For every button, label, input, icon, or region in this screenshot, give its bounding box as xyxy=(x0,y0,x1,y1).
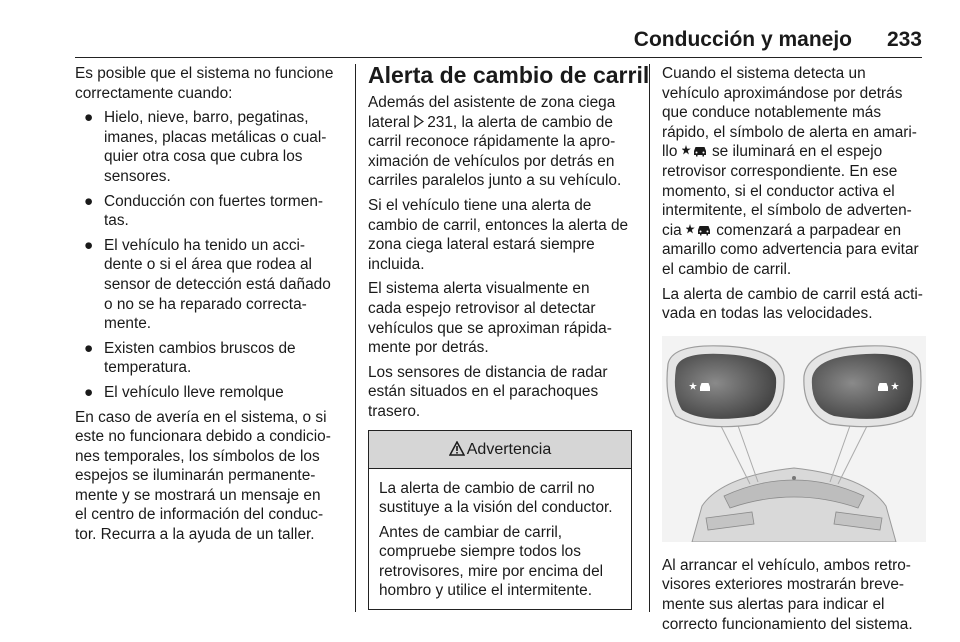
warning-header xyxy=(369,431,631,469)
column-3 xyxy=(662,64,926,639)
bullet-dot: ● xyxy=(84,236,94,254)
page-number: 233 xyxy=(886,28,922,51)
conditions-list xyxy=(75,108,347,402)
section-title: Conducción y manejo xyxy=(633,28,852,51)
list-item: ● El vehículo ha tenido un acci- dente o si el área que rodea al sensor de detección está dañado o no se ha reparado correcta- mente. xyxy=(84,236,331,333)
page-header xyxy=(0,28,960,54)
mirror-illustration-drawing xyxy=(662,336,926,542)
lane-change-alert-icon xyxy=(682,144,708,158)
list-item: ● Conducción con fuertes tormen- tas. xyxy=(84,192,324,230)
bullet-dot: ● xyxy=(84,109,94,127)
list-item: ● El vehículo lleve remolque xyxy=(84,383,284,401)
malfunction-paragraph: En caso de avería en el sistema, o si este no funcionara debido a condicio- nes temporales, los símbolos de los espejos se iluminarán permanente- mente y se mostrará un mensaje en el centro de información del conduc- tor. Recurra a la ayuda de un taller. xyxy=(75,408,331,544)
paragraph: El sistema alerta visualmente en cada espejo retrovisor al detectar vehículos que se aproximan rápida- mente por detrás. xyxy=(368,280,612,357)
header-divider xyxy=(75,57,922,58)
section-heading: Alerta de cambio de carril xyxy=(368,62,650,88)
paragraph: La alerta de cambio de carril está acti- vada en todas las velocidades. xyxy=(662,285,923,323)
bullet-dot: ● xyxy=(84,383,94,401)
paragraph: Si el vehículo tiene una alerta de cambio de carril, entonces la alerta de zona ciega lateral estará siempre incluida. xyxy=(368,196,629,273)
column-1 xyxy=(75,64,347,550)
mirror-illustration xyxy=(662,336,926,542)
warning-body: La alerta de cambio de carril no sustituye a la visión del conductor. Antes de cambiar de carril, compruebe siempre todos los retrovisores, mire por encima del hombro y utilice el intermitente. xyxy=(379,479,613,600)
warning-box xyxy=(368,430,632,611)
paragraph: Los sensores de distancia de radar están situados en el parachoques trasero. xyxy=(368,363,608,420)
bullet-dot: ● xyxy=(84,339,94,357)
list-item: ● Existen cambios bruscos de temperatura. xyxy=(84,339,296,377)
warning-triangle-icon xyxy=(449,441,465,456)
list-item: ● Hielo, nieve, barro, pegatinas, imanes, placas metálicas o cual- quier otra cosa que cubra los sensores. xyxy=(84,109,327,185)
page-reference-triangle-icon xyxy=(414,115,424,128)
lane-change-alert-icon xyxy=(686,223,712,237)
paragraph: Cuando el sistema detecta un vehículo aproximándose por detrás que conduce notablemente más rápido, el símbolo de alerta en amari- llo se iluminará en el espejo retrovisor correspondiente. En ese momento, si el conductor activa el intermitente, el símbolo de adverten- cia comenzará a parpadear en amarillo como advertencia para evitar el cambio de carril. xyxy=(662,65,919,278)
page-reference-link[interactable]: 231 xyxy=(427,113,453,131)
column-divider-2 xyxy=(649,64,650,612)
column-divider-1 xyxy=(355,64,356,612)
bullet-dot: ● xyxy=(84,192,94,210)
warning-title: Advertencia xyxy=(466,440,552,458)
intro-paragraph: Es posible que el sistema no funcione correctamente cuando: xyxy=(75,65,334,102)
paragraph: Al arrancar el vehículo, ambos retro- visores exteriores mostrarán breve- mente sus alertas para indicar el correcto funcionamiento del sistema. xyxy=(662,556,913,633)
lane-alert-intro: Además del asistente de zona ciega lateral 231, la alerta de cambio de carril reconoce rápidamente la apro- ximación de vehículos por detrás en carriles paralelos junto a su vehículo. xyxy=(368,94,622,190)
column-2 xyxy=(368,62,650,610)
